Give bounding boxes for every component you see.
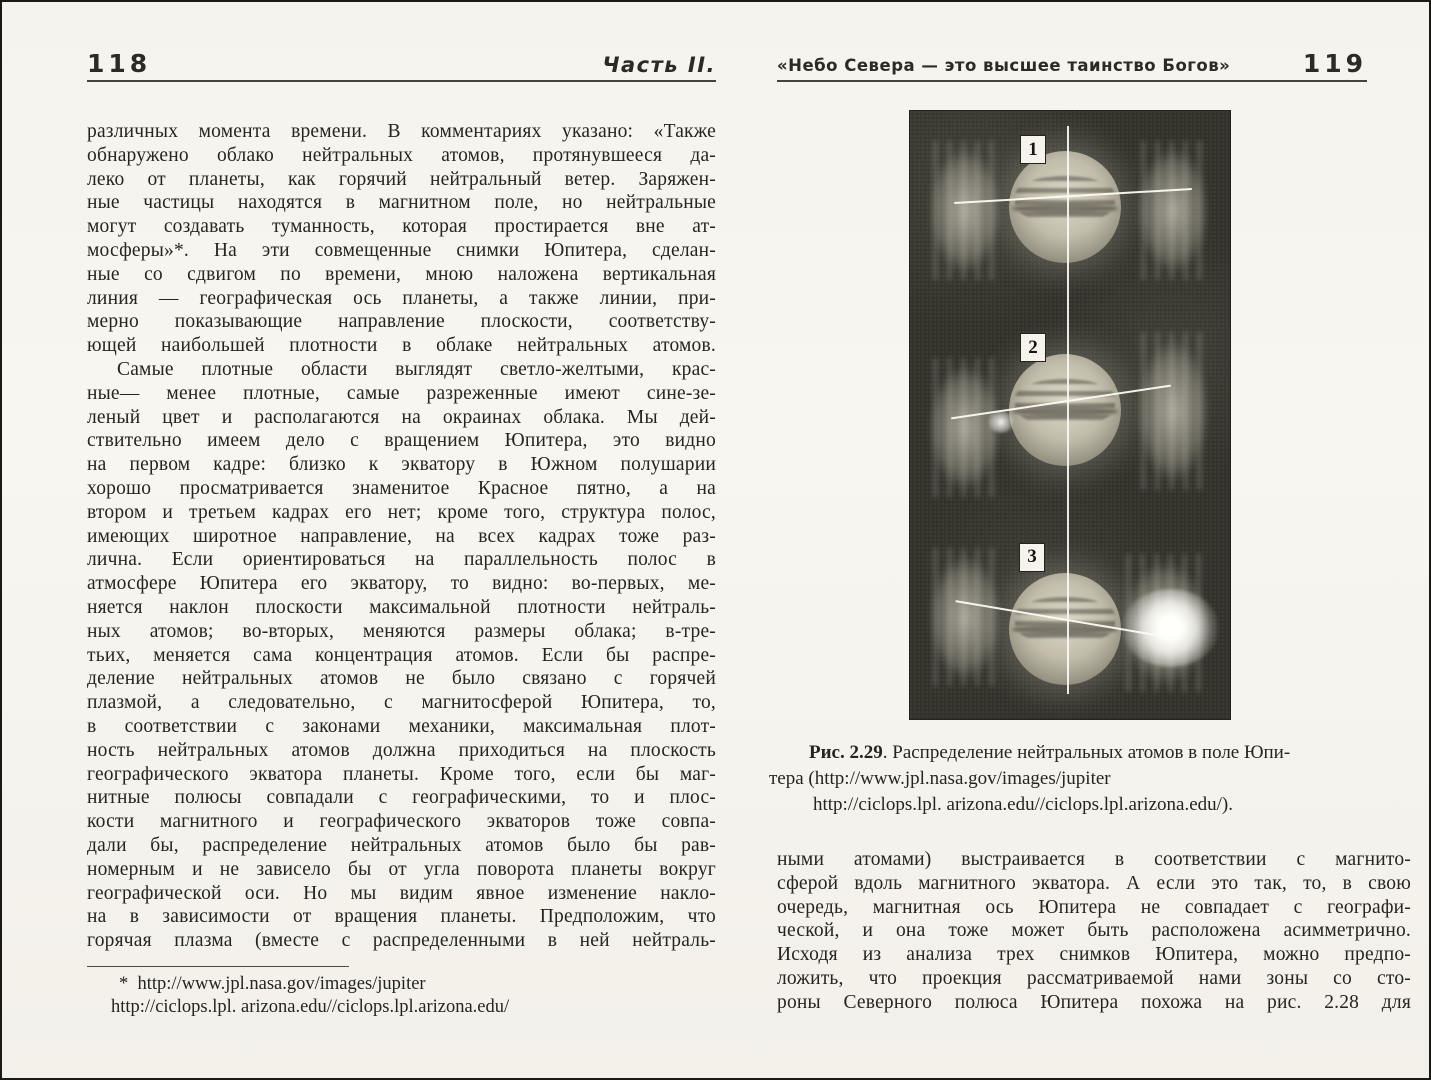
text-line: хорошо просматривается знаменитое Красное пятно, а на — [87, 477, 716, 499]
text-line: плазмой, а следовательно, с магнитосферой Юпитера, то, — [87, 692, 716, 714]
text-line: нитные полюсы совпадали с географическими, то и плос- — [87, 787, 716, 809]
text-line: ствительно имеем дело с вращением Юпитера, это видно — [87, 430, 716, 452]
text-line: имеющих широтное направление, на всех кадрах тоже раз- — [87, 525, 716, 547]
text-line: могут создавать туманность, которая простирается вне ат- — [87, 216, 716, 238]
text-line: горячая плазма (вместе с распределенными в ней нейтраль- — [87, 930, 716, 952]
text-line: втором и третьем кадрах его нет; кроме того, структура полос, — [87, 501, 716, 523]
page-header-right — [777, 46, 1367, 82]
text-line: на первом кадре: близко к экватору в Южном полушарии — [87, 454, 716, 476]
text-line: ческой, и она тоже может быть расположена асимметрично. — [777, 920, 1411, 942]
frame-number-label: 2 — [1020, 333, 1046, 362]
text-line: обнаружено облако нейтральных атомов, протянувшееся да- — [87, 144, 716, 166]
text-line: номерным и не зависело бы от угла поворота планеты вокруг — [87, 858, 716, 880]
jupiter-frame — [909, 313, 1231, 516]
page-right — [769, 46, 1411, 1013]
text-line: лична. Если ориентироваться на параллельность полос в — [87, 549, 716, 571]
text-line: на в зависимости от вращения планеты. Предположим, что — [87, 906, 716, 928]
text-line: ные— менее плотные, самые разреженные имеют сине-зе- — [87, 382, 716, 404]
text-line: деление нейтральных атомов не было связано с горячей — [87, 668, 716, 690]
caption-line: тера (http://www.jpl.nasa.gov/images/jupiter — [769, 768, 1111, 789]
neutral-atom-cloud-left — [917, 535, 1013, 700]
body-text-left — [87, 120, 716, 953]
text-line: дали бы, распределение нейтральных атомов было бы рав- — [87, 834, 716, 856]
text-line: географического экватора планеты. Кроме того, если бы маг- — [87, 763, 716, 785]
text-line: кости магнитного и географического экваторов тоже совпа- — [87, 811, 716, 833]
jupiter-sphere — [1009, 354, 1121, 466]
text-line: леный цвет и располагаются на окраинах облака. Мы дей- — [87, 406, 716, 428]
text-line: няется наклон плоскости максимальной плотности нейтраль- — [87, 596, 716, 618]
footnote-line: http://ciclops.lpl. arizona.edu//ciclops.lpl.arizona.edu/ — [111, 997, 510, 1017]
text-line: Самые плотные области выглядят светло-желтыми, крас- — [117, 358, 716, 380]
running-head-left: Часть II. — [602, 53, 716, 77]
neutral-atom-cloud-right — [1125, 128, 1221, 293]
text-line: в соответствии с законами механики, максимальная плот- — [87, 715, 716, 737]
text-line: линия — географическая ось планеты, а также линии, при- — [87, 287, 716, 309]
text-line: ными атомами) выстраивается в соответствии с магнито- — [777, 849, 1411, 870]
neutral-atom-cloud-left — [917, 128, 1013, 293]
frame-number-label: 1 — [1020, 135, 1046, 164]
jupiter-frames — [909, 110, 1231, 720]
text-line: различных момента времени. В комментариях указано: «Также — [87, 121, 716, 142]
neutral-atom-cloud-right — [1125, 317, 1221, 505]
caption-line — [769, 740, 1411, 766]
text-line: очередь, магнитная ось Юпитера не совпадает с географи- — [777, 896, 1411, 918]
text-line: леко от планеты, как горячий нейтральный ветер. Заряжен- — [87, 168, 716, 190]
text-line: Исходя из анализа трех снимков Юпитера, можно предпо- — [777, 944, 1411, 966]
caption-text: . Распределение нейтральных атомов в поле Юпи- — [882, 742, 1291, 763]
caption-figure-label: Рис. 2.29 — [809, 742, 883, 763]
page-left — [87, 46, 716, 1017]
page-header-left — [87, 46, 716, 82]
text-line: мосферы»*. На эти совмещенные снимки Юпитера, сделан- — [87, 239, 716, 261]
page-number-left: 118 — [87, 49, 152, 78]
text-line: ных атомов; во-вторых, меняются размеры облака; в-тре- — [87, 620, 716, 642]
jupiter-sphere — [1009, 573, 1121, 685]
page-number-right: 119 — [1302, 49, 1367, 78]
text-line: ность нейтральных атомов должна приходиться на плоскость — [87, 739, 716, 761]
running-head-right: «Небо Севера — это высшее таинство Богов» — [777, 56, 1231, 76]
text-line: тьих, меняется сама концентрация атомов. Если бы распре- — [87, 644, 716, 666]
jupiter-frame — [909, 517, 1231, 720]
footnote-rule — [87, 966, 349, 967]
jupiter-frame — [909, 110, 1231, 313]
body-text-right — [777, 848, 1411, 1015]
text-line: ные частицы находятся в магнитном поле, но нейтральные — [87, 192, 716, 214]
text-line: ложить, что проекция рассматриваемой нами зоны со сто- — [777, 967, 1411, 989]
bright-spot — [1122, 589, 1219, 667]
frame-number-label: 3 — [1019, 543, 1045, 572]
geographic-axis-line — [1067, 126, 1069, 694]
text-line: атмосфере Юпитера его экватору, то видно: во-первых, ме- — [87, 573, 716, 595]
text-line: ные со сдвигом по времени, мною наложена вертикальная — [87, 263, 716, 285]
text-line: мерно показывающие направление плоскости, соответству- — [87, 311, 716, 333]
footnote — [87, 966, 716, 1019]
text-line: роны Северного полюса Юпитера похожа на рис. 2.28 для — [777, 991, 1411, 1013]
figure-caption — [769, 740, 1411, 818]
caption-line: http://ciclops.lpl. arizona.edu//ciclops.lpl.arizona.edu/). — [813, 794, 1233, 815]
jupiter-sphere — [1009, 151, 1121, 263]
text-line: географической оси. Но мы видим явное изменение накло- — [87, 882, 716, 904]
footnote-line: * http://www.jpl.nasa.gov/images/jupiter — [119, 974, 426, 994]
text-line: сферой вдоль магнитного экватора. А если это так, то, в свою — [777, 872, 1411, 894]
text-line: ющей наибольшей плотности в облаке нейтральных атомов. — [87, 335, 716, 357]
jupiter-photo — [909, 110, 1231, 720]
